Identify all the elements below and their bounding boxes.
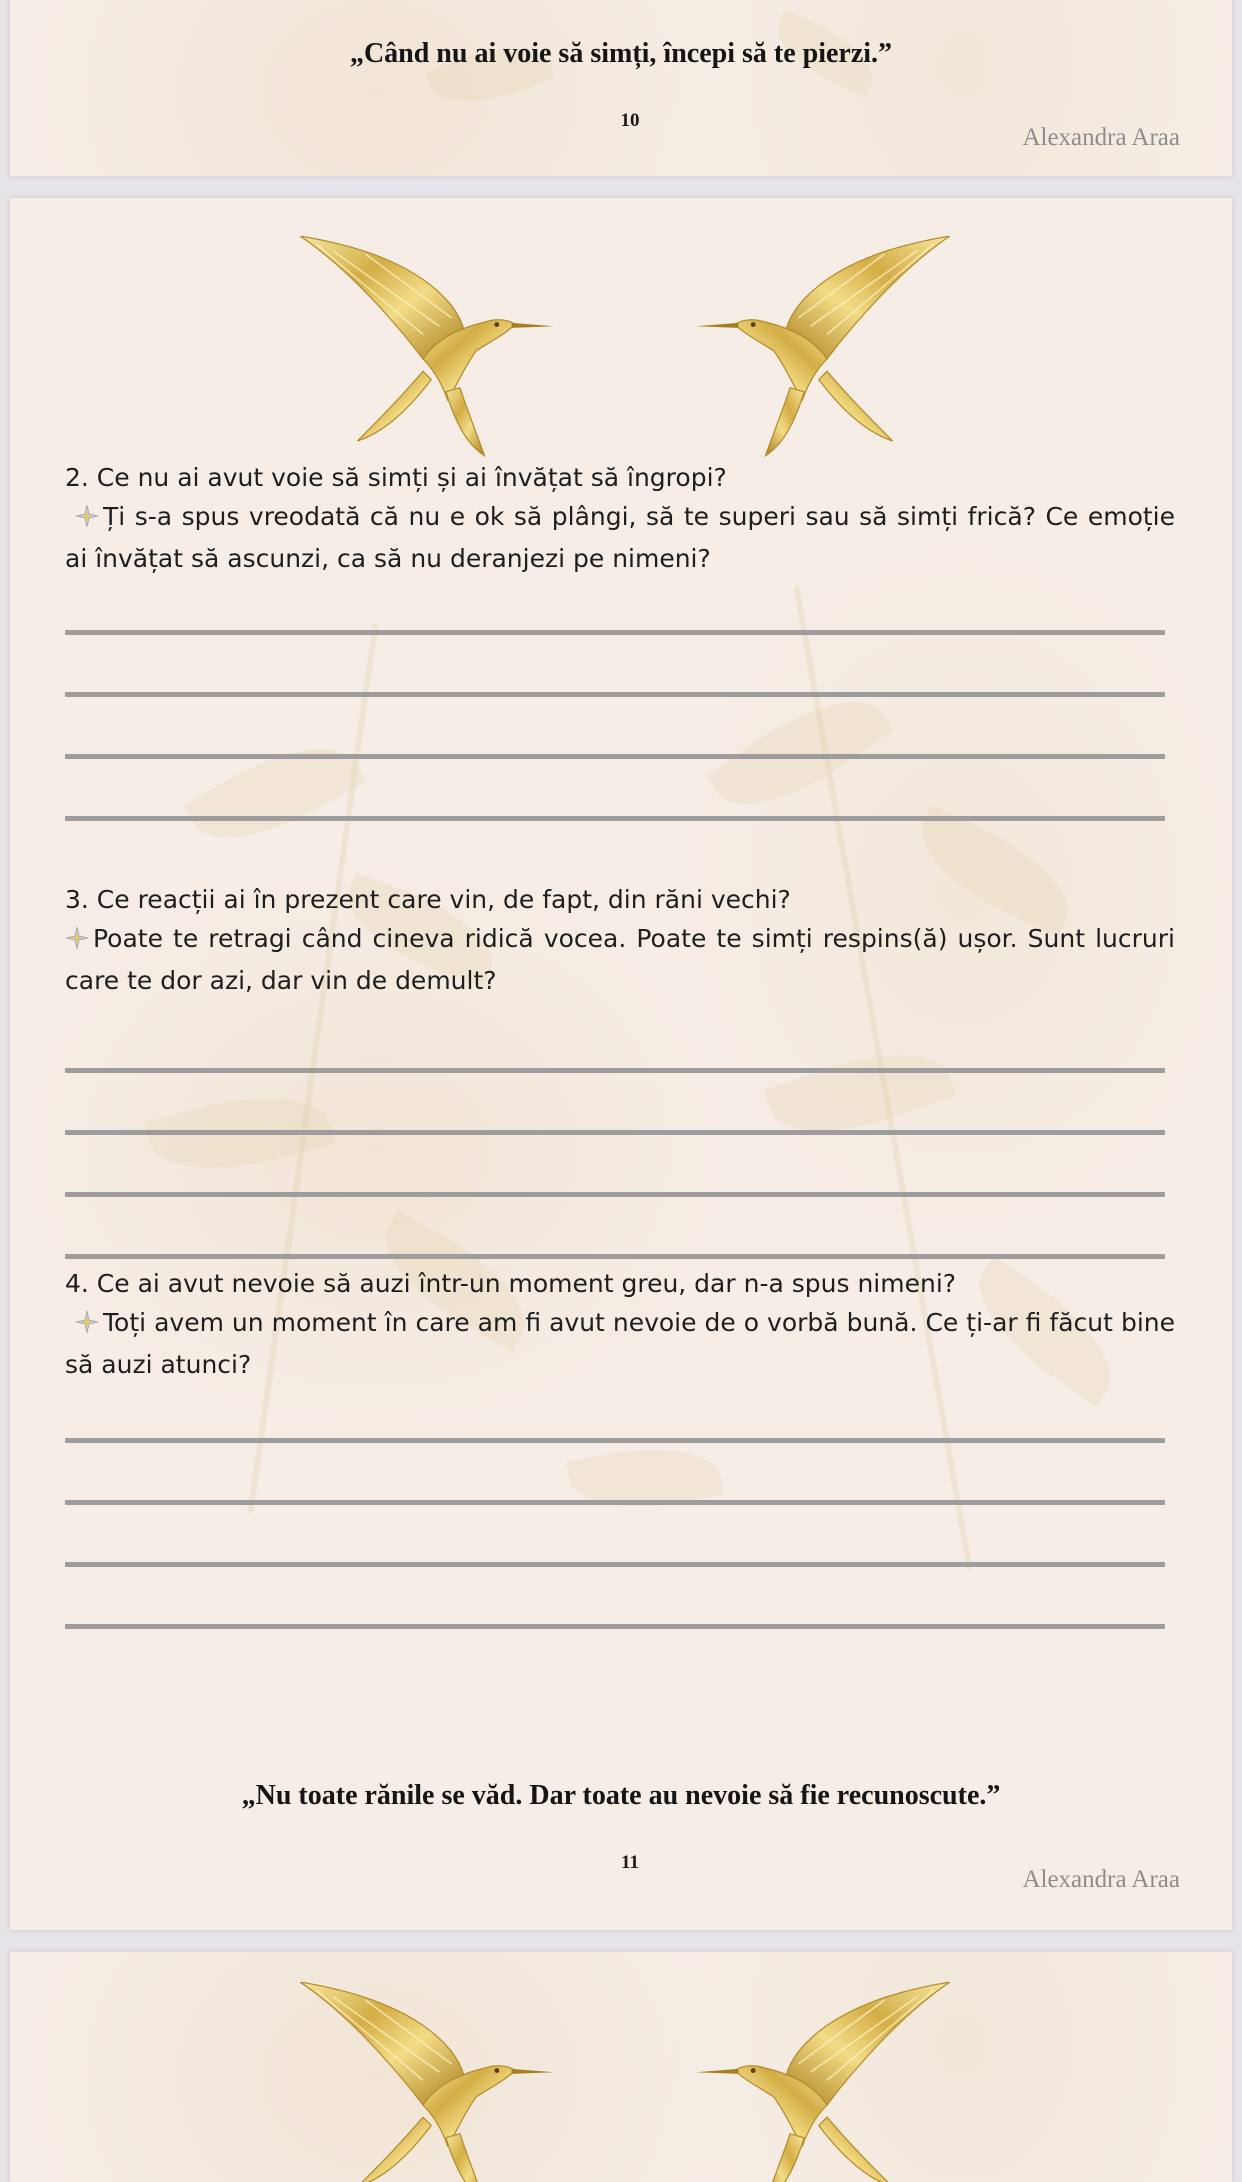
author-name: Alexandra Araa (1022, 1866, 1180, 1893)
background-leaf (566, 1435, 724, 1520)
sparkle-icon (75, 504, 99, 528)
question-3-title: 3. Ce reacții ai în prezent care vin, de fapt, din răni vechi? (65, 885, 791, 914)
background-leaf (763, 1029, 956, 1156)
page-10-footer (10, 0, 1232, 176)
question-3-hint: Poate te retragi când cineva ridică vocea. Poate te simți respins(ă) ușor. Sunt lucruri care te dor azi, dar vin de demult? (65, 924, 1175, 995)
answer-line[interactable] (65, 1562, 1165, 1567)
answer-line[interactable] (65, 1254, 1165, 1259)
answer-line[interactable] (65, 754, 1165, 759)
page-11 (10, 198, 1232, 1930)
answer-line[interactable] (65, 1130, 1165, 1135)
golden-hummingbirds-icon (300, 1982, 950, 2182)
question-4-title: 4. Ce ai avut nevoie să auzi într-un moment greu, dar n-a spus nimeni? (65, 1269, 957, 1298)
background-leaf (184, 720, 366, 866)
answer-line[interactable] (65, 630, 1165, 635)
question-2-title: 2. Ce nu ai avut voie să simți și ai învățat să îngropi? (65, 463, 727, 492)
sparkle-icon (75, 1310, 99, 1334)
question-4-hint: Toți avem un moment în care am fi avut nevoie de o vorbă bună. Ce ți-ar fi făcut bine să auzi atunci? (65, 1308, 1175, 1379)
page-quote: „Nu toate rănile se văd. Dar toate au nevoie să fie recunoscute.” (241, 1780, 1001, 1811)
golden-hummingbirds-icon (300, 236, 950, 476)
question-2-hint: Ți s-a spus vreodată că nu e ok să plângi, să te superi sau să simți frică? Ce emoție ai învățat să ascunzi, ca să nu deranjezi pe nimeni? (65, 502, 1175, 573)
answer-line[interactable] (65, 816, 1165, 821)
page-quote: „Când nu ai voie să simți, începi să te pierzi.” (349, 38, 893, 69)
answer-line[interactable] (65, 1624, 1165, 1629)
answer-line[interactable] (65, 1192, 1165, 1197)
answer-line[interactable] (65, 1438, 1165, 1443)
page-number: 10 (620, 110, 640, 131)
answer-line[interactable] (65, 1068, 1165, 1073)
sparkle-icon (65, 926, 89, 950)
answer-line[interactable] (65, 1500, 1165, 1505)
page-12-header (10, 1952, 1232, 2182)
author-name: Alexandra Araa (1022, 124, 1180, 151)
answer-line[interactable] (65, 692, 1165, 697)
page-number: 11 (621, 1852, 639, 1873)
